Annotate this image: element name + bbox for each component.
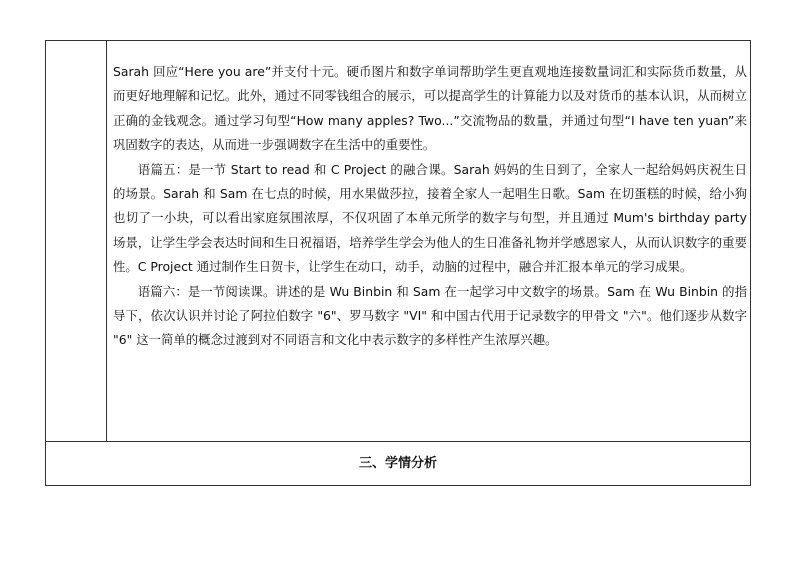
paragraph-text-six: 语篇六：是一节阅读课。讲述的是 Wu Binbin 和 Sam 在一起学习中文数字的场景。Sam 在 Wu Binbin 的指导下，依次认识并讨论了阿拉伯数字 "6"、罗马数字 "VI" 和中国古代用于记录数字的甲骨文 "六"。他们逐步从数字 "6" 这一简单的概念过渡到对不同语言和文化中表示数字的多样性产生浓厚兴趣。: [113, 283, 747, 348]
content-cell: [113, 60, 747, 353]
column-divider: [106, 41, 107, 442]
paragraph-text-five: 语篇五：是一节 Start to read 和 C Project 的融合课。Sarah 妈妈的生日到了，全家人一起给妈妈庆祝生日的场景。Sarah 和 Sam 在七点的时候，用水果做莎拉，接着全家人一起唱生日歌。Sam 在切蛋糕的时候，给小狗也切了一小块，可以看出家庭氛围浓厚，不仅巩固了本单元所学的数字与句型，并且通过 Mum's birthday party 场景，让学生学会表达时间和生日祝福语，培养学生学会为他人的生日准备礼物并学感恩家人，从而认识数字的重要性。C Project 通过制作生日贺卡，让学生在动口，动手，动脑的过程中，融合并汇报本单元的学习成果。: [113, 161, 747, 275]
section-title: 三、学情分析: [358, 456, 437, 471]
document-table: [45, 40, 751, 486]
paragraph-continuation: Sarah 回应“Here you are”并支付十元。硬币图片和数字单词帮助学生更直观地连接数量词汇和实际货币数量，从而更好地理解和记忆。此外，通过不同零钱组合的展示，可以提高学生的计算能力以及对货币的基本认识，从而树立正确的金钱观念。通过学习句型“How many apples? Two...”交流物品的数量，并通过句型“I have ten yuan”来巩固数字的表达，从而进一步强调数字在生活中的重要性。: [113, 64, 747, 153]
